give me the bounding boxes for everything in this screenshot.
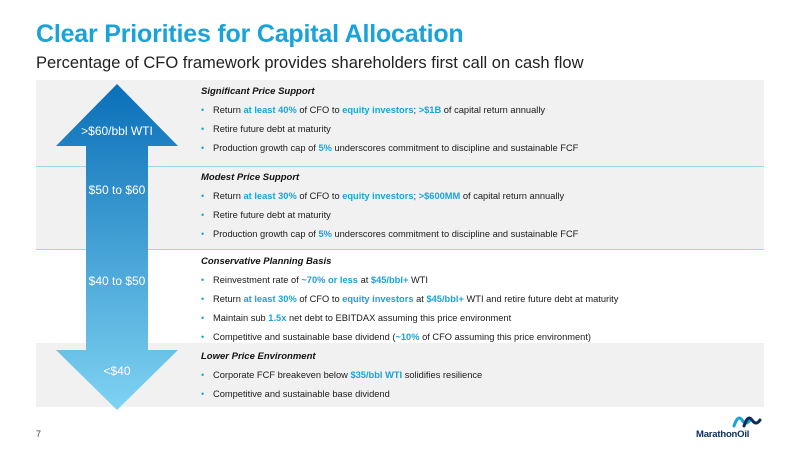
highlight-text: at least 40% — [243, 105, 297, 115]
bullet-text: at — [357, 275, 371, 285]
bullet-item — [201, 206, 761, 225]
section-heading: Significant Price Support — [201, 86, 315, 97]
bullet-text: Return — [213, 191, 244, 201]
bullet-text: Corporate FCF breakeven below — [213, 370, 351, 380]
bullet-item — [201, 120, 761, 139]
bullet-dot-icon: • — [201, 275, 205, 285]
bullet-item — [201, 385, 761, 404]
highlight-text: 5% — [318, 229, 332, 239]
bullet-dot-icon: • — [201, 370, 205, 380]
bullet-item — [201, 290, 761, 309]
bullet-item — [201, 225, 761, 244]
bullet-text: underscores commitment to discipline and sustainable FCF — [331, 229, 579, 239]
page-title: Clear Priorities for Capital Allocation — [36, 20, 464, 48]
logo-text: MarathonOil — [696, 429, 750, 440]
bullet-dot-icon: • — [201, 124, 205, 134]
bullet-item — [201, 271, 761, 290]
bullet-dot-icon: • — [201, 143, 205, 153]
bullet-text: of capital return annually — [441, 105, 546, 115]
marathon-oil-logo — [694, 412, 766, 442]
logo-wave-icon — [732, 412, 764, 428]
bullet-text: Competitive and sustainable base dividend — [213, 389, 390, 399]
bullet-text: of CFO to — [296, 191, 343, 201]
bullet-item — [201, 101, 761, 120]
section-lower-price-environment — [201, 351, 761, 404]
highlight-text: 5% — [318, 143, 332, 153]
bullet-dot-icon: • — [201, 389, 205, 399]
price-label-50-60: $50 to $60 — [88, 183, 146, 197]
price-label-above-60: >$60/bbl WTI — [81, 124, 153, 138]
bullet-text: WTI — [408, 275, 428, 285]
page-subtitle: Percentage of CFO framework provides shareholders first call on cash flow — [36, 54, 584, 72]
bullet-item — [201, 139, 761, 158]
bullet-dot-icon: • — [201, 294, 205, 304]
bullet-list — [201, 271, 761, 347]
bullet-text: Production growth cap of — [213, 229, 319, 239]
section-heading: Modest Price Support — [201, 172, 300, 183]
bullet-text: Reinvestment rate of — [213, 275, 302, 285]
bullet-list — [201, 366, 761, 404]
bullet-text: WTI and retire future debt at maturity — [463, 294, 619, 304]
bullet-text: ; — [413, 191, 419, 201]
bullet-dot-icon: • — [201, 313, 205, 323]
bullet-text: Maintain sub — [213, 313, 269, 323]
bullet-dot-icon: • — [201, 210, 205, 220]
bullet-text: solidifies resilience — [402, 370, 483, 380]
section-conservative-planning-basis — [201, 256, 761, 347]
price-label-below-40: <$40 — [103, 364, 131, 378]
bullet-text: of capital return annually — [460, 191, 565, 201]
bullet-text: at — [413, 294, 427, 304]
highlight-text: ~70% or less — [301, 275, 358, 285]
page-number: 7 — [36, 429, 42, 439]
highlight-text: at least 30% — [243, 294, 297, 304]
bullet-text: Return — [213, 105, 244, 115]
section-modest-price-support — [201, 172, 761, 244]
highlight-text: $45/bbl+ — [370, 275, 409, 285]
bullet-dot-icon: • — [201, 105, 205, 115]
bullet-text: Retire future debt at maturity — [213, 124, 331, 134]
bullet-item — [201, 309, 761, 328]
bullet-text: net debt to EBITDAX assuming this price environment — [286, 313, 512, 323]
section-significant-price-support — [201, 86, 761, 158]
price-label-40-50: $40 to $50 — [88, 274, 146, 288]
highlight-text: equity investors — [342, 105, 414, 115]
bullet-text: underscores commitment to discipline and sustainable FCF — [331, 143, 579, 153]
bullet-item — [201, 366, 761, 385]
bullet-text: Production growth cap of — [213, 143, 319, 153]
bullet-text: Retire future debt at maturity — [213, 210, 331, 220]
bullet-list — [201, 101, 761, 158]
bullet-text: of CFO to — [296, 294, 343, 304]
bullet-text: Return — [213, 294, 244, 304]
bullet-text: Competitive and sustainable base dividend ( — [213, 332, 396, 342]
section-heading: Lower Price Environment — [201, 351, 316, 362]
highlight-text: at least 30% — [243, 191, 297, 201]
highlight-text: equity investors — [342, 191, 414, 201]
highlight-text: $45/bbl+ — [426, 294, 464, 304]
bullet-dot-icon: • — [201, 191, 205, 201]
highlight-text: $35/bbl WTI — [350, 370, 403, 380]
bullet-item — [201, 187, 761, 206]
highlight-text: >$1B — [418, 105, 442, 115]
highlight-text: equity investors — [342, 294, 414, 304]
section-heading: Conservative Planning Basis — [201, 256, 332, 267]
bullet-dot-icon: • — [201, 332, 205, 342]
bullet-text: ; — [413, 105, 419, 115]
bullet-text: of CFO to — [296, 105, 343, 115]
bullet-item — [201, 328, 761, 347]
highlight-text: >$600MM — [418, 191, 461, 201]
highlight-text: ~10% — [395, 332, 420, 342]
bullet-dot-icon: • — [201, 229, 205, 239]
bullet-list — [201, 187, 761, 244]
bullet-text: of CFO assuming this price environment) — [419, 332, 592, 342]
highlight-text: 1.5x — [268, 313, 287, 323]
